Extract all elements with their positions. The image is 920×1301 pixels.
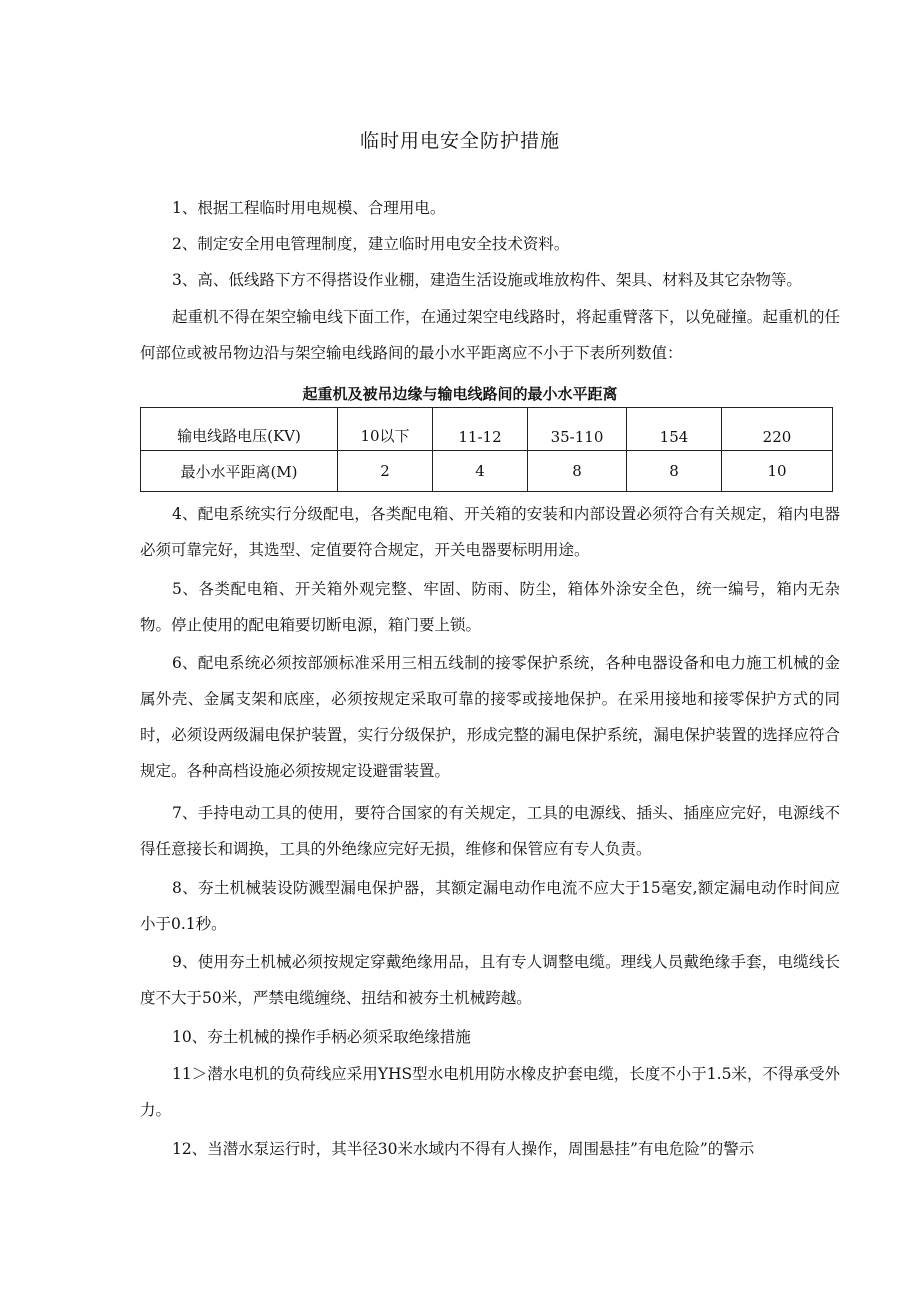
paragraph-crane: 起重机不得在架空输电线下面工作，在通过架空电线路时，将起重臂落下，以免碰撞。起重机的任何部位或被吊物边沿与架空输电线路间的最小水平距离应不小于下表所列数值： (140, 308, 840, 362)
table-cell: 4 (433, 451, 528, 492)
table-cell: 2 (338, 451, 433, 492)
paragraph-1: 1、根据工程临时用电规模、合理用电。 (172, 199, 446, 217)
paragraph-10: 10、夯土机械的操作手柄必须采取绝缘措施 (172, 1028, 471, 1046)
paragraph-12: 12、当潜水泵运行时，其半径30米水域内不得有人操作，周围悬挂”有电危险”的警示 (172, 1140, 755, 1158)
table-cell: 11-12 (433, 408, 528, 451)
table-row-voltage (141, 408, 833, 451)
page-title: 临时用电安全防护措施 (359, 130, 560, 152)
table-cell: 35-110 (528, 408, 627, 451)
table-cell: 最小水平距离(M) (141, 451, 338, 492)
paragraph-6: 6、配电系统必须按部颁标准采用三相五线制的接零保护系统，各种电器设备和电力施工机械的金属外壳、金属支架和底座，必须按规定采取可靠的接零或接地保护。在采用接地和接零保护方式的同时，必须设两级漏电保护装置，实行分级保护，形成完整的漏电保护系统，漏电保护装置的选择应符合规定。各种高档设施必须按规定设避雷装置。 (140, 654, 840, 780)
table-cell: 154 (627, 408, 722, 451)
table-cell: 10以下 (338, 408, 433, 451)
table-cell: 8 (528, 451, 627, 492)
paragraph-11: 11＞潜水电机的负荷线应采用YHS型水电机用防水橡皮护套电缆，长度不小于1.5米，不得承受外力。 (140, 1065, 840, 1119)
paragraph-8: 8、夯土机械装设防溅型漏电保护器，其额定漏电动作电流不应大于15毫安,额定漏电动作时间应小于0.1秒。 (140, 879, 840, 933)
table-cell: 10 (722, 451, 833, 492)
table-cell: 8 (627, 451, 722, 492)
table-cell: 220 (722, 408, 833, 451)
table-caption: 起重机及被吊边缘与输电线路间的最小水平距离 (302, 385, 618, 403)
paragraph-9: 9、使用夯土机械必须按规定穿戴绝缘用品，且有专人调整电缆。理线人员戴绝缘手套，电缆线长度不大于50米，严禁电缆缠绕、扭结和被夯土机械跨越。 (140, 953, 840, 1007)
paragraph-7: 7、手持电动工具的使用，要符合国家的有关规定，工具的电源线、插头、插座应完好，电源线不得任意接长和调换，工具的外绝缘应完好无损，维修和保管应有专人负责。 (140, 804, 840, 858)
distance-table (140, 407, 833, 492)
paragraph-3: 3、高、低线路下方不得搭设作业棚，建造生活设施或堆放构件、架具、材料及其它杂物等。 (172, 271, 802, 289)
paragraph-4: 4、配电系统实行分级配电，各类配电箱、开关箱的安装和内部设置必须符合有关规定，箱内电器必须可靠完好，其选型、定值要符合规定，开关电器要标明用途。 (140, 505, 840, 559)
table-cell: 输电线路电压(KV) (141, 408, 338, 451)
paragraph-5: 5、各类配电箱、开关箱外观完整、牢固、防雨、防尘，箱体外涂安全色，统一编号，箱内无杂物。停止使用的配电箱要切断电源，箱门要上锁。 (140, 580, 840, 634)
table-row-distance (141, 451, 833, 492)
paragraph-2: 2、制定安全用电管理制度，建立临时用电安全技术资料。 (172, 235, 570, 253)
